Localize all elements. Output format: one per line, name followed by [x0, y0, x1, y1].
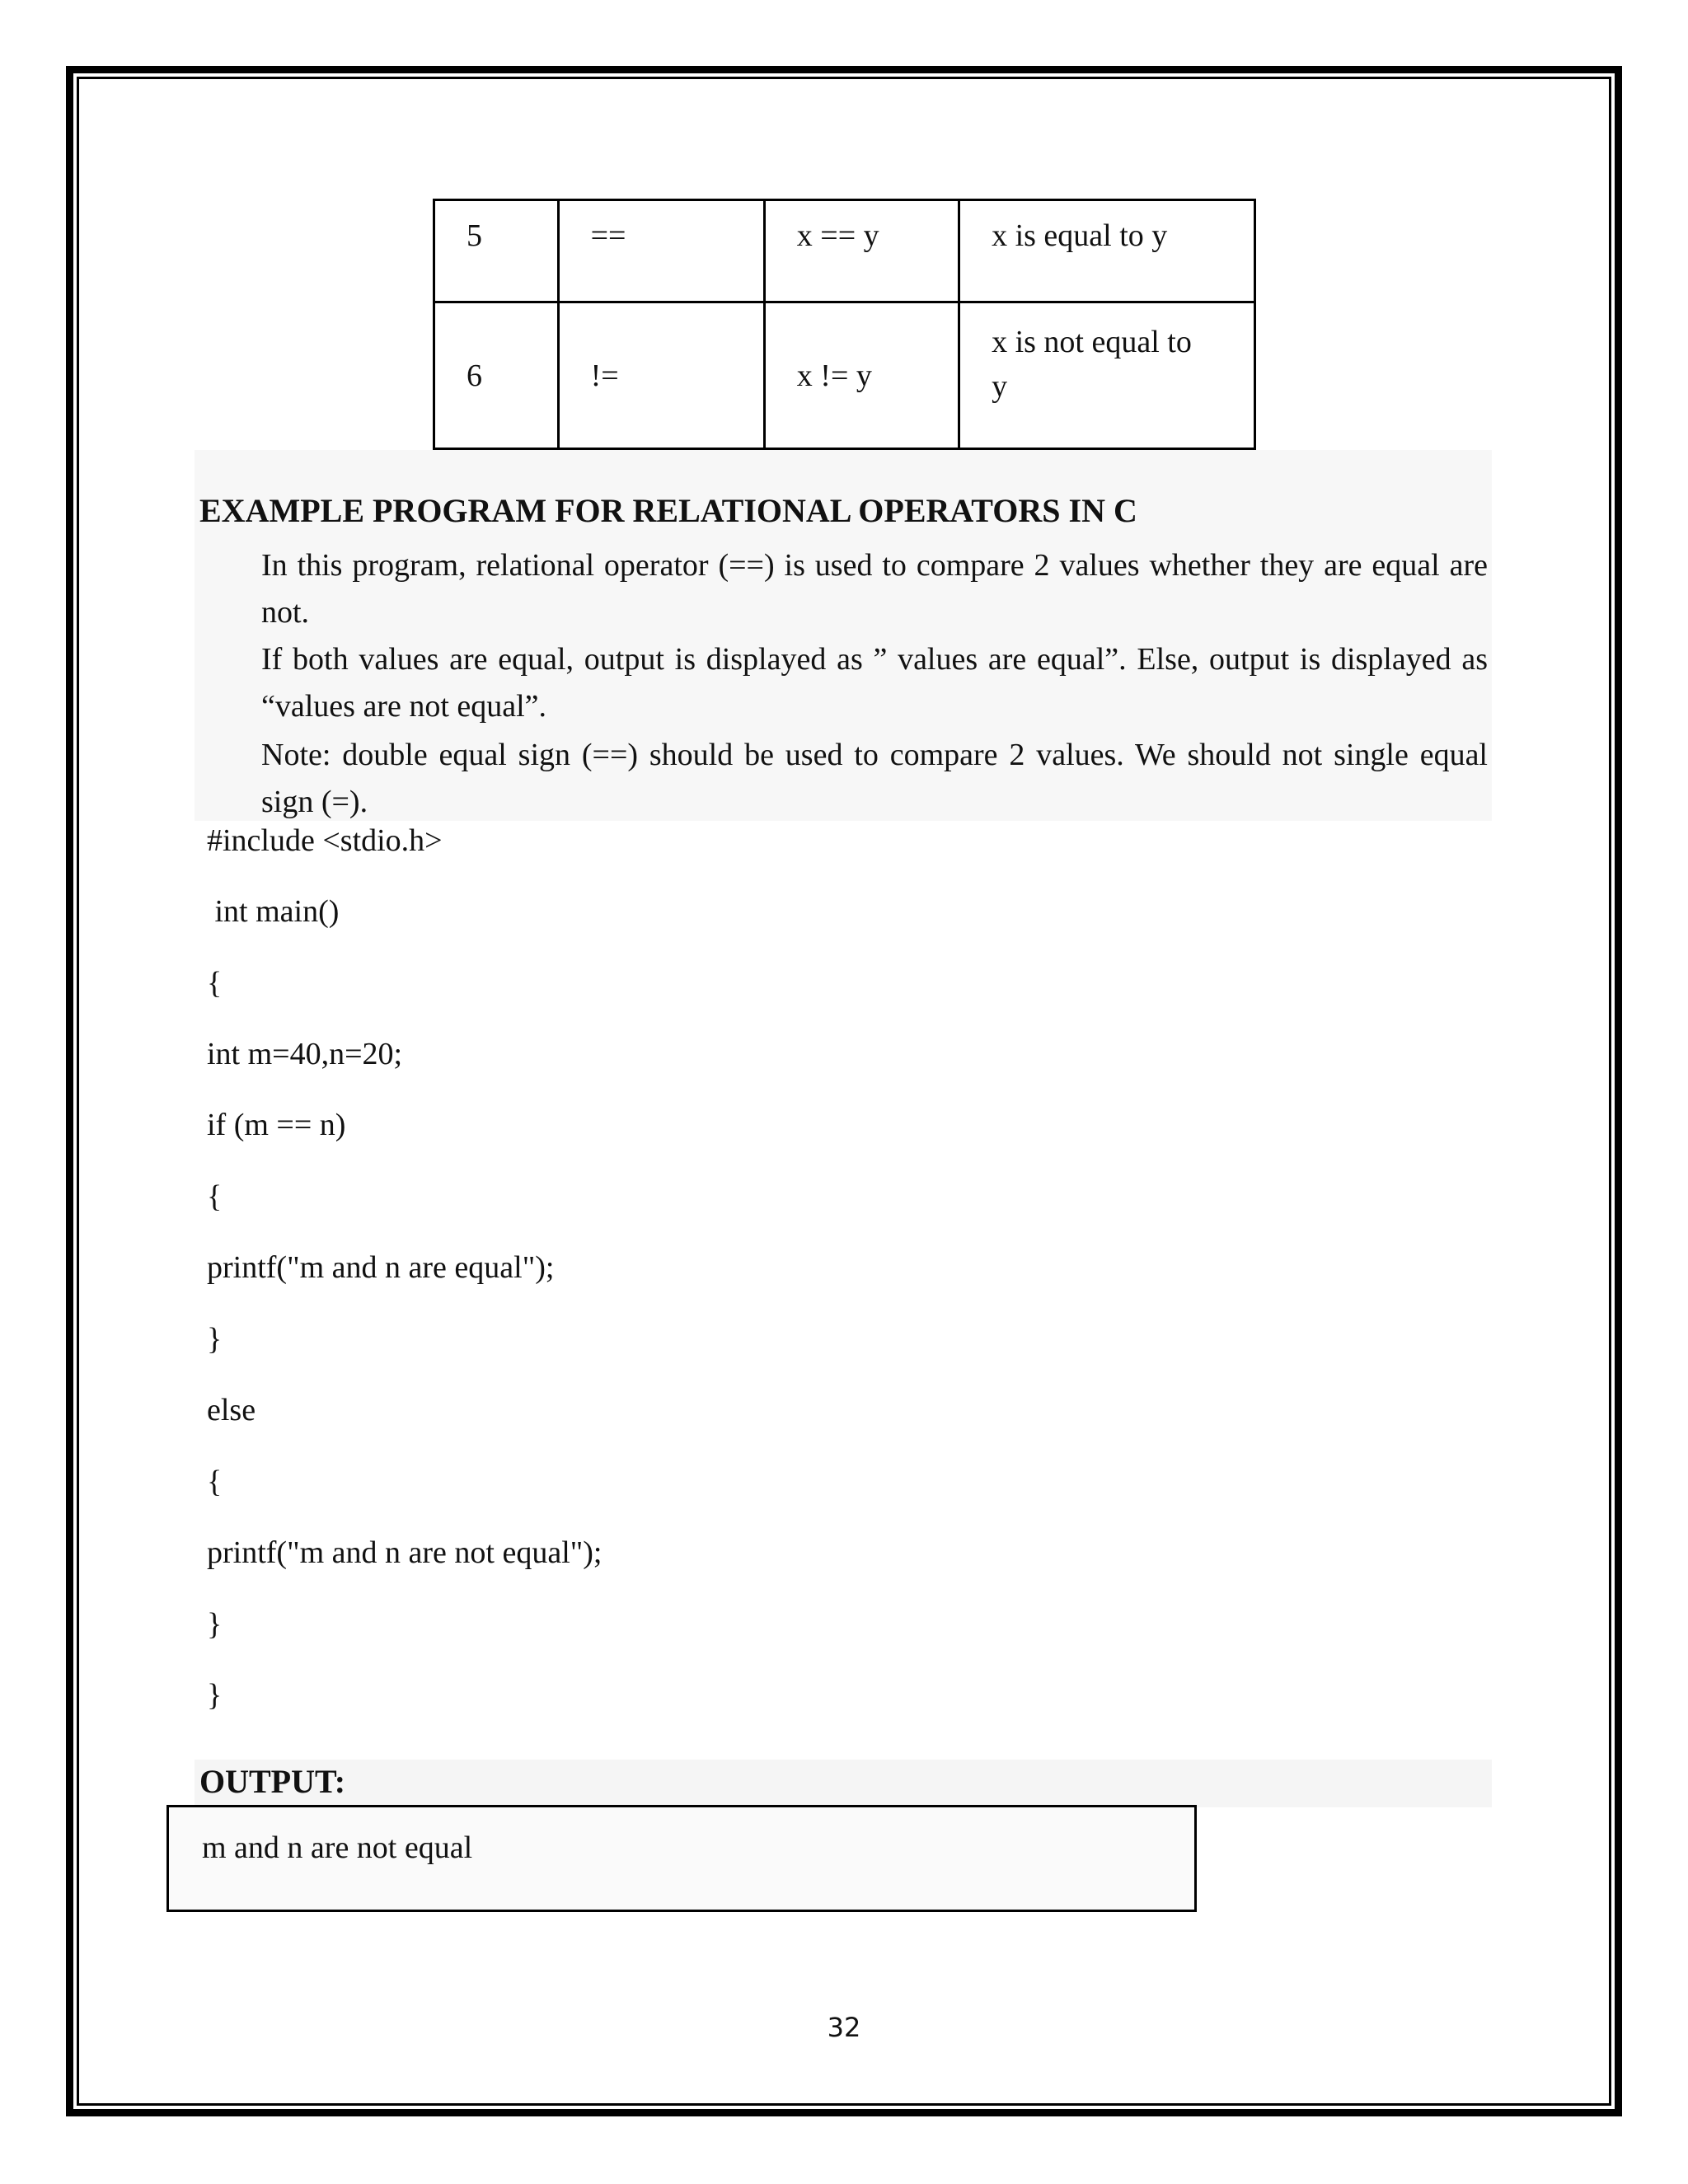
code-line: } [207, 1678, 223, 1713]
output-heading-background [195, 1760, 1492, 1807]
table-cell-number: 5 [434, 200, 559, 302]
table-cell-operator: != [558, 302, 764, 449]
code-line: if (m == n) [207, 1108, 346, 1142]
table-cell-number: 6 [434, 302, 559, 449]
table-cell-meaning [959, 302, 1255, 449]
section-heading: EXAMPLE PROGRAM FOR RELATIONAL OPERATORS IN C [199, 492, 1137, 529]
output-box [166, 1805, 1197, 1912]
code-line: { [207, 1179, 223, 1214]
code-line: else [207, 1393, 256, 1427]
code-line: #include <stdio.h> [207, 823, 443, 858]
code-line: int main() [207, 894, 340, 929]
page-number: 32 [827, 2012, 861, 2043]
code-line: { [207, 1465, 223, 1499]
code-line: { [207, 966, 223, 1001]
table-row [434, 302, 1255, 449]
table-cell-example: x == y [764, 200, 959, 302]
paragraph: Note: double equal sign (==) should be used to compare 2 values. We should not single equal sign (=). [261, 738, 1488, 819]
output-heading: OUTPUT: [199, 1763, 346, 1800]
output-text: m and n are not equal [202, 1830, 473, 1865]
code-line: printf("m and n are not equal"); [207, 1535, 603, 1570]
code-line: } [207, 1607, 223, 1642]
table-cell-example: x != y [764, 302, 959, 449]
table-cell-meaning: x is equal to y [959, 200, 1255, 302]
meaning-line-2: y [992, 369, 1008, 404]
paragraph: In this program, relational operator (==) is used to compare 2 values whether they are equal are not. [261, 548, 1488, 630]
meaning-line-1: x is not equal to [992, 325, 1192, 359]
code-line: } [207, 1322, 223, 1357]
operators-table [433, 199, 1256, 450]
table-row [434, 200, 1255, 302]
table-cell-operator: == [558, 200, 764, 302]
paragraph: If both values are equal, output is displayed as ” values are equal”. Else, output is displayed as “values are not equal”. [261, 642, 1488, 724]
code-line: int m=40,n=20; [207, 1037, 403, 1071]
code-line: printf("m and n are equal"); [207, 1250, 555, 1285]
